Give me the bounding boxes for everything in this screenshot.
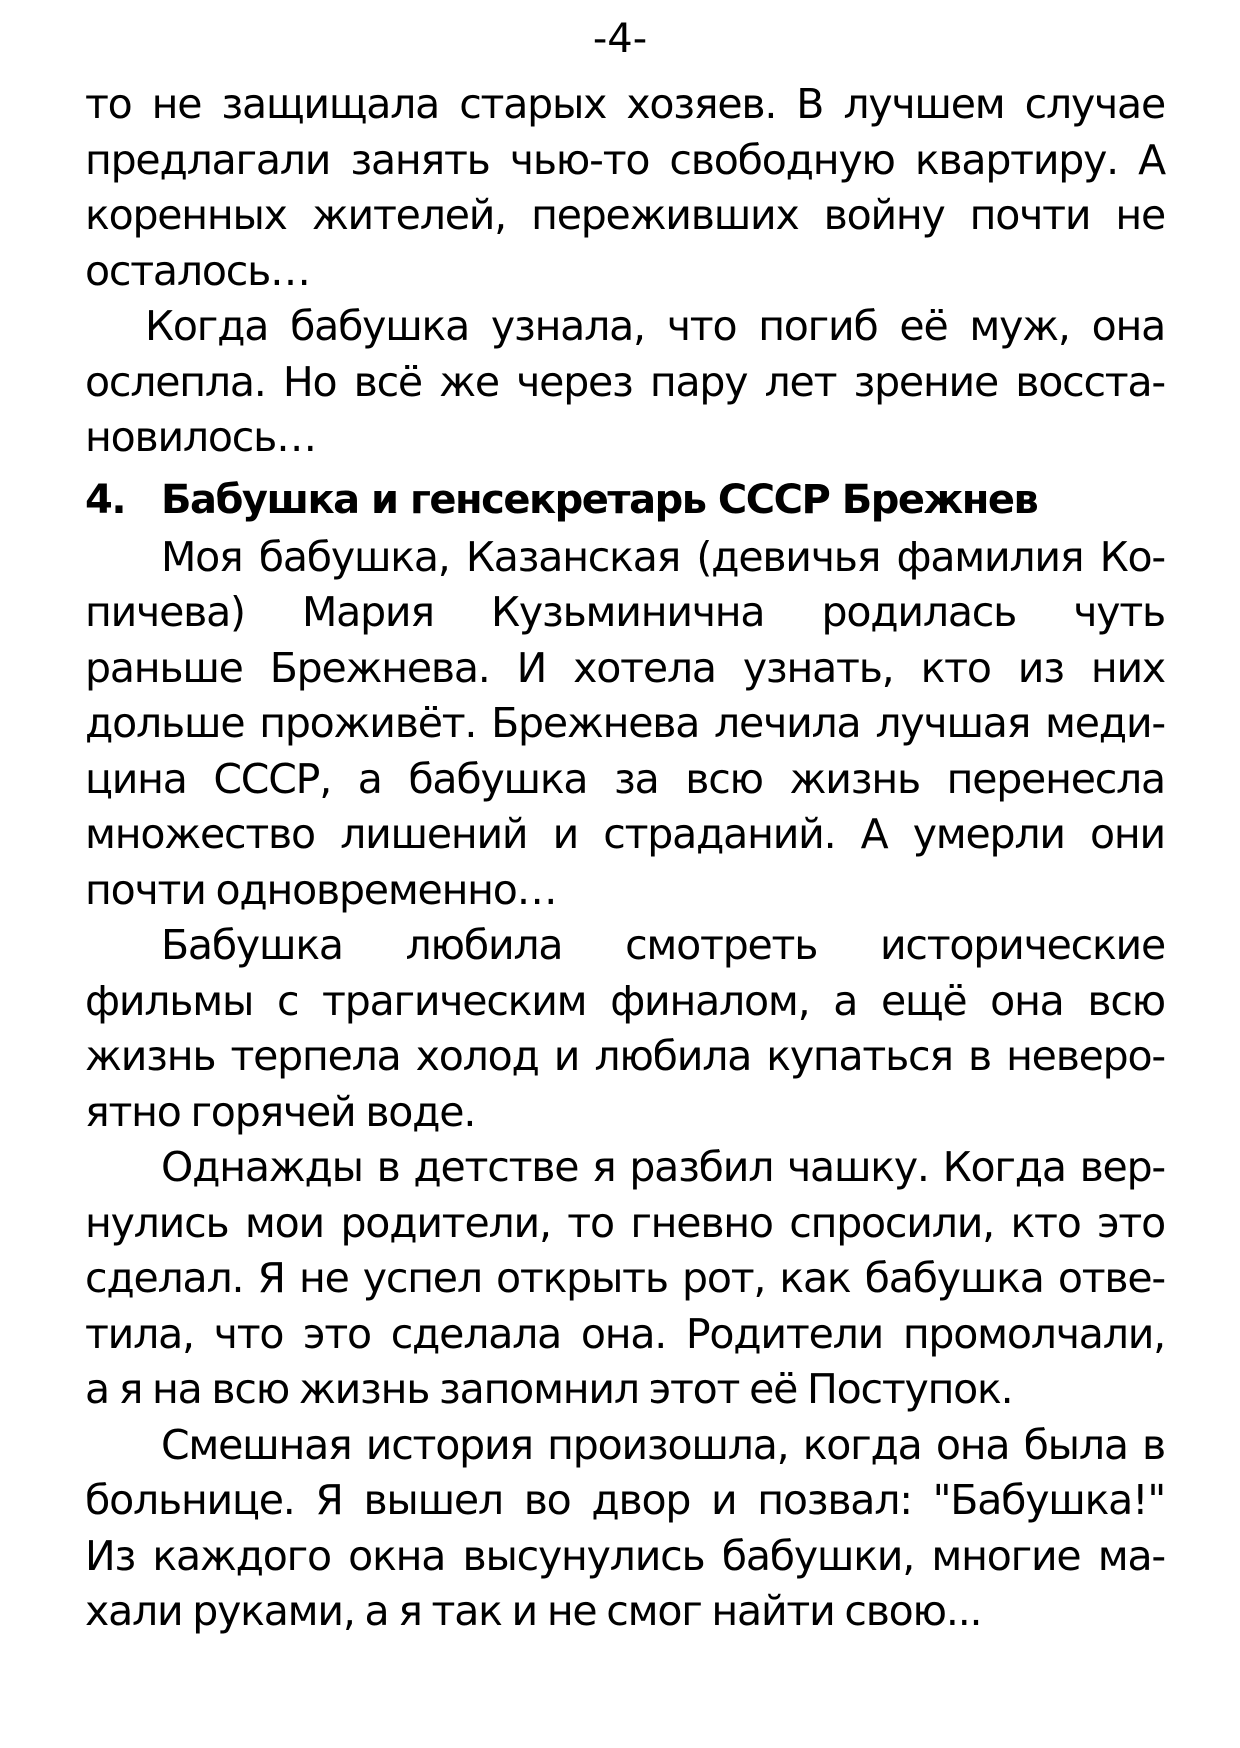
text-line: цина СССР, а бабушка за всю жизнь перенесла	[85, 754, 1165, 803]
text-line: предлагали занять чью-то свободную квартиру. А	[85, 135, 1165, 184]
text-line: фильмы с трагическим финалом, а ещё она всю	[85, 976, 1165, 1025]
section-number: 4.	[85, 476, 126, 523]
section-title: Бабушка и генсекретарь СССР Брежнев	[161, 476, 1038, 523]
text-line: Из каждого окна высунулись бабушки, многие ма-	[85, 1531, 1165, 1580]
text-line: Однажды в детстве я разбил чашку. Когда вер-	[161, 1143, 1165, 1191]
text-line: раньше Брежнева. И хотела узнать, кто из них	[85, 643, 1165, 692]
page-body	[85, 77, 1165, 1640]
text-line: коренных жителей, переживших войну почти не	[85, 191, 1165, 239]
text-line: нулись мои родители, то гневно спросили, кто это	[85, 1198, 1165, 1247]
paragraph	[85, 77, 1165, 299]
text-line: ослепла. Но всё же через пару лет зрение восста-	[85, 357, 1165, 406]
text-line: Смешная история произошла, когда она была в	[161, 1420, 1165, 1469]
text-line: сделал. Я не успел открыть рот, как бабушка отве-	[85, 1254, 1165, 1302]
paragraph	[85, 299, 1165, 466]
text-line: дольше проживёт. Брежнева лечила лучшая меди-	[85, 699, 1165, 747]
text-line: ятно горячей воде.	[85, 1087, 476, 1136]
paragraph	[85, 1140, 1165, 1418]
text-line: жизнь терпела холод и любила купаться в неверо-	[85, 1032, 1165, 1080]
paragraph	[85, 530, 1165, 919]
text-line: больнице. Я вышел во двор и позвал: "Бабушка!"	[85, 1476, 1165, 1524]
text-line: Бабушка любила смотреть исторические	[161, 921, 1165, 969]
text-line: тила, что это сделала она. Родители промолчали,	[85, 1309, 1165, 1358]
text-line: множество лишений и страданий. А умерли они	[85, 810, 1165, 858]
text-line: хали руками, а я так и не смог найти свою...	[85, 1587, 982, 1635]
paragraph	[85, 1418, 1165, 1640]
text-line: Когда бабушка узнала, что погиб её муж, она	[145, 302, 1165, 350]
text-line: новилось…	[85, 413, 316, 461]
text-line: а я на всю жизнь запомнил этот её Поступок.	[85, 1365, 1013, 1413]
text-line: почти одновременно…	[85, 865, 557, 914]
paragraph	[85, 918, 1165, 1140]
text-line: осталось…	[85, 246, 310, 295]
text-line: Моя бабушка, Казанская (девичья фамилия Ко-	[161, 532, 1165, 581]
text-line: то не защищала старых хозяев. В лучшем случае	[85, 80, 1165, 128]
section-heading	[85, 470, 1165, 530]
text-line: пичева) Мария Кузьминична родилась чуть	[85, 588, 1165, 636]
page-number: -4-	[592, 16, 648, 62]
